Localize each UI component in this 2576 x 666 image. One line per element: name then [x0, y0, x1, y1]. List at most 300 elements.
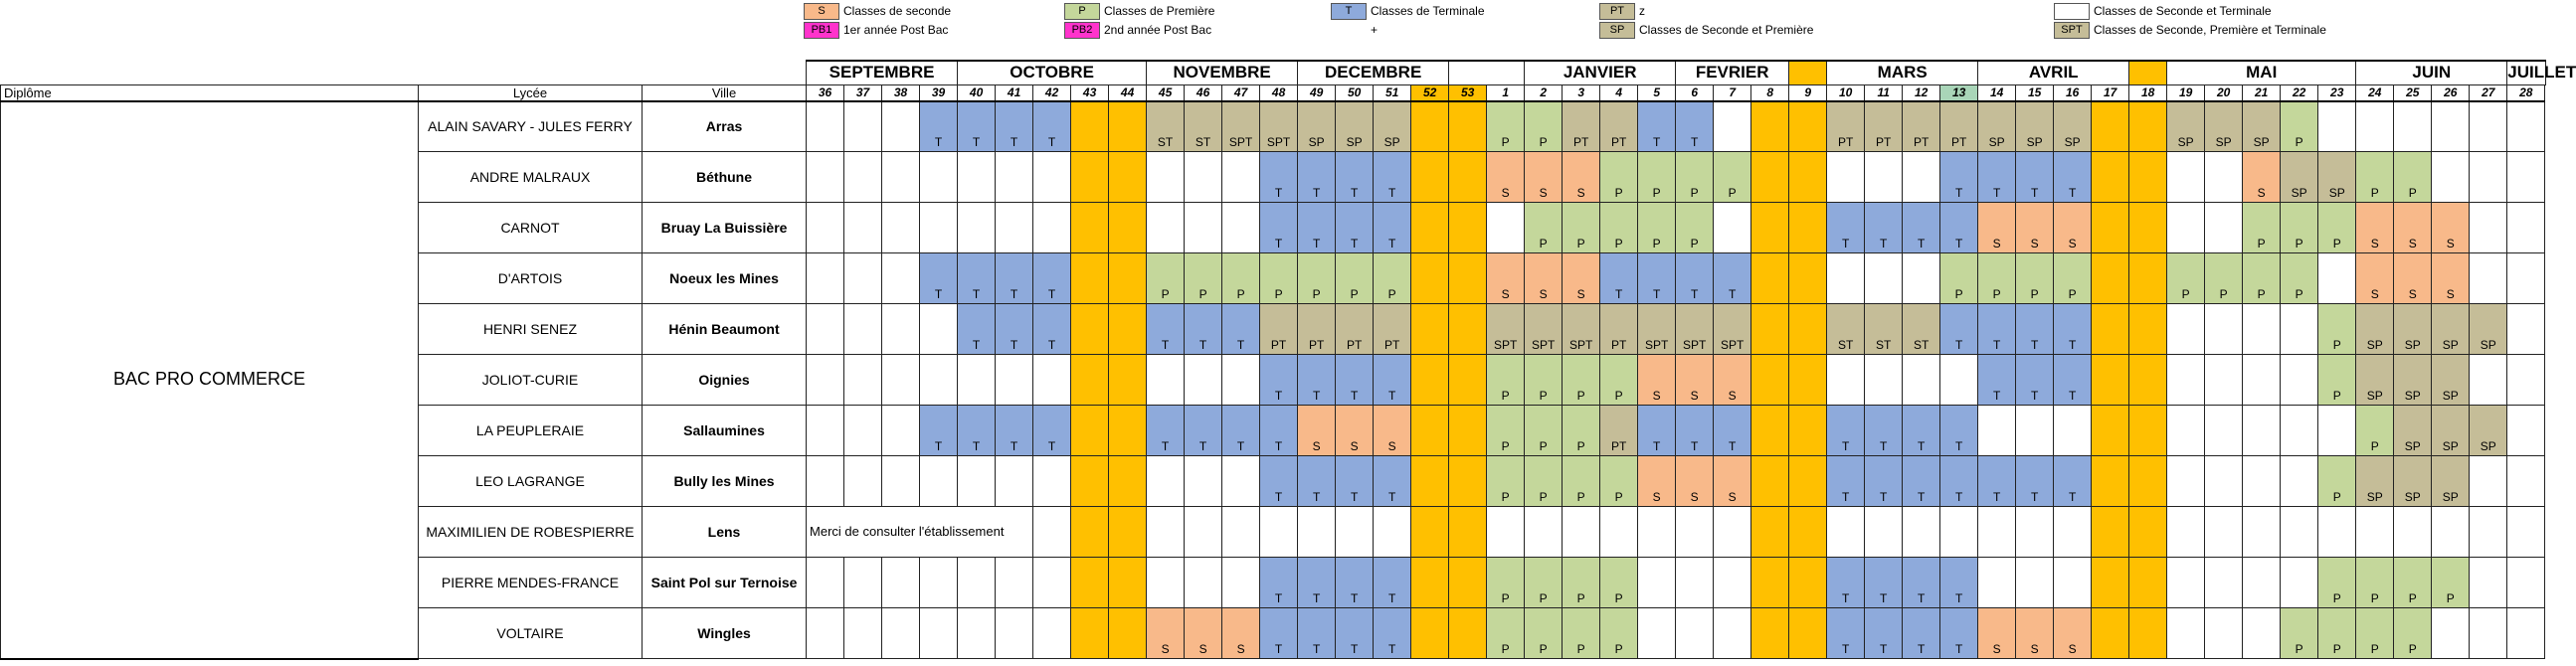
week-cell	[2167, 355, 2205, 406]
legend-swatch: PT	[1599, 3, 1635, 20]
week-cell: T	[1940, 558, 1978, 608]
week-cell: P	[1487, 608, 1525, 659]
week-cell	[2356, 101, 2394, 152]
legend-item	[1599, 21, 1813, 39]
ville-name: Hénin Beaumont	[643, 304, 807, 355]
week-cell	[920, 608, 958, 659]
week-number: 49	[1298, 84, 1336, 101]
week-cell	[2167, 406, 2205, 456]
week-cell	[2167, 304, 2205, 355]
week-cell	[1751, 406, 1789, 456]
week-cell	[2016, 406, 2054, 456]
month-header: DECEMBRE	[1298, 61, 1449, 84]
week-cell	[2432, 507, 2470, 558]
week-cell	[807, 608, 844, 659]
ville-name: Wingles	[643, 608, 807, 659]
week-cell	[1827, 152, 1865, 203]
week-cell	[1071, 406, 1109, 456]
week-cell: P	[1600, 558, 1638, 608]
week-cell: T	[920, 406, 958, 456]
legend-swatch: S	[804, 3, 839, 20]
week-number: 52	[1411, 84, 1449, 101]
week-cell: SP	[1978, 101, 2016, 152]
week-cell	[1789, 152, 1827, 203]
schedule-table	[0, 60, 2576, 660]
week-cell	[2205, 152, 2243, 203]
week-cell: T	[958, 253, 996, 304]
legend-item	[2054, 21, 2326, 39]
week-cell	[2432, 608, 2470, 659]
week-cell: P	[2205, 253, 2243, 304]
month-header: AVRIL	[1978, 61, 2129, 84]
week-cell: T	[1222, 406, 1260, 456]
legend-item	[2054, 2, 2272, 20]
week-cell: SP	[1298, 101, 1336, 152]
month-header: JANVIER	[1525, 61, 1676, 84]
week-cell: T	[1865, 608, 1903, 659]
week-cell: T	[996, 406, 1033, 456]
week-cell: S	[2432, 203, 2470, 253]
week-cell: T	[1298, 203, 1336, 253]
week-cell: T	[1260, 406, 1298, 456]
week-cell: P	[2318, 355, 2356, 406]
week-cell	[1411, 558, 1449, 608]
week-cell	[1185, 456, 1222, 507]
week-cell	[2129, 608, 2167, 659]
week-cell	[1751, 558, 1789, 608]
week-cell: T	[1260, 152, 1298, 203]
week-cell: S	[1487, 253, 1525, 304]
week-cell: SP	[1374, 101, 1411, 152]
week-cell: SP	[2205, 101, 2243, 152]
week-cell	[2092, 558, 2129, 608]
week-cell: T	[1185, 406, 1222, 456]
week-cell	[2092, 456, 2129, 507]
week-cell: S	[1185, 608, 1222, 659]
week-cell	[2507, 406, 2545, 456]
week-cell: P	[1487, 456, 1525, 507]
week-cell	[1222, 456, 1260, 507]
week-cell: P	[1525, 456, 1563, 507]
week-cell	[2129, 507, 2167, 558]
week-cell: S	[1336, 406, 1374, 456]
ville-name: Sallaumines	[643, 406, 807, 456]
month-header	[2129, 61, 2167, 84]
week-cell: P	[1600, 203, 1638, 253]
week-cell: P	[1185, 253, 1222, 304]
week-cell	[2243, 558, 2281, 608]
week-cell: SP	[2016, 101, 2054, 152]
week-cell	[882, 253, 920, 304]
header-spacer	[1, 61, 807, 84]
week-cell: P	[1298, 253, 1336, 304]
month-header: JUILLET	[2507, 61, 2546, 84]
week-cell: T	[1374, 203, 1411, 253]
week-cell	[2507, 456, 2545, 507]
legend-item	[1064, 2, 1214, 20]
week-cell: SP	[2167, 101, 2205, 152]
week-cell	[2470, 608, 2507, 659]
lycee-name: HENRI SENEZ	[419, 304, 643, 355]
week-cell	[920, 355, 958, 406]
ville-name: Oignies	[643, 355, 807, 406]
month-header	[1449, 61, 1525, 84]
week-cell	[1336, 507, 1374, 558]
week-cell	[1222, 507, 1260, 558]
week-cell	[2243, 406, 2281, 456]
week-cell: P	[2243, 203, 2281, 253]
week-cell: P	[2167, 253, 2205, 304]
week-cell: S	[1563, 152, 1600, 203]
week-cell: P	[2432, 558, 2470, 608]
week-cell: P	[1525, 558, 1563, 608]
week-cell	[2092, 152, 2129, 203]
diploma-cell: BAC PRO COMMERCE	[1, 101, 419, 659]
week-cell: P	[1676, 203, 1714, 253]
week-cell	[1222, 203, 1260, 253]
week-cell: S	[2016, 203, 2054, 253]
legend-item	[1064, 21, 1211, 39]
week-cell: PT	[1298, 304, 1336, 355]
week-cell	[1222, 355, 1260, 406]
week-cell	[1071, 101, 1109, 152]
legend-item	[1599, 2, 1645, 20]
week-cell: T	[1903, 456, 1940, 507]
lycee-name: JOLIOT-CURIE	[419, 355, 643, 406]
week-cell: T	[1940, 406, 1978, 456]
week-cell	[1033, 507, 1071, 558]
week-cell	[2318, 507, 2356, 558]
week-cell	[1147, 355, 1185, 406]
week-cell	[1298, 507, 1336, 558]
week-number: 39	[920, 84, 958, 101]
week-cell	[920, 558, 958, 608]
week-number: 45	[1147, 84, 1185, 101]
week-cell	[1411, 355, 1449, 406]
week-cell	[1411, 253, 1449, 304]
week-cell	[1789, 608, 1827, 659]
week-cell	[2318, 253, 2356, 304]
week-number: 19	[2167, 84, 2205, 101]
week-cell	[2054, 406, 2092, 456]
week-cell: T	[1638, 101, 1676, 152]
week-cell: SPT	[1563, 304, 1600, 355]
week-cell: T	[1827, 203, 1865, 253]
week-cell	[807, 253, 844, 304]
header-ville: Ville	[643, 84, 807, 101]
week-number: 40	[958, 84, 996, 101]
week-cell	[1222, 558, 1260, 608]
week-cell	[1033, 152, 1071, 203]
week-number: 43	[1071, 84, 1109, 101]
week-cell	[1071, 355, 1109, 406]
week-cell: T	[1714, 406, 1751, 456]
week-number: 36	[807, 84, 844, 101]
week-cell: SP	[2356, 456, 2394, 507]
week-cell: T	[2016, 355, 2054, 406]
week-cell	[807, 406, 844, 456]
week-cell: T	[996, 253, 1033, 304]
week-cell: P	[2281, 608, 2318, 659]
week-cell	[2205, 355, 2243, 406]
week-cell: T	[996, 101, 1033, 152]
week-cell	[2470, 558, 2507, 608]
week-cell	[1033, 608, 1071, 659]
month-header: NOVEMBRE	[1147, 61, 1298, 84]
week-cell	[844, 456, 882, 507]
week-cell: SP	[2432, 456, 2470, 507]
week-cell: T	[1978, 152, 2016, 203]
week-number: 1	[1487, 84, 1525, 101]
week-number: 20	[2205, 84, 2243, 101]
week-cell: SP	[2394, 355, 2432, 406]
week-cell	[2318, 406, 2356, 456]
week-cell	[1827, 355, 1865, 406]
week-cell	[2318, 101, 2356, 152]
ville-name: Bruay La Buissière	[643, 203, 807, 253]
week-cell: P	[1563, 355, 1600, 406]
week-cell	[1600, 507, 1638, 558]
week-number: 14	[1978, 84, 2016, 101]
week-cell	[1449, 456, 1487, 507]
week-cell	[2167, 152, 2205, 203]
week-cell: T	[2054, 355, 2092, 406]
week-cell: S	[1978, 608, 2016, 659]
lycee-name: LA PEUPLERAIE	[419, 406, 643, 456]
week-cell	[2470, 203, 2507, 253]
week-cell	[920, 152, 958, 203]
week-cell: P	[1563, 456, 1600, 507]
week-cell: S	[1298, 406, 1336, 456]
week-cell: P	[1600, 355, 1638, 406]
week-cell: T	[1676, 406, 1714, 456]
week-cell	[1940, 507, 1978, 558]
week-cell	[1147, 152, 1185, 203]
week-cell: S	[2356, 253, 2394, 304]
week-cell	[1033, 203, 1071, 253]
week-cell: T	[1903, 608, 1940, 659]
week-cell	[1789, 456, 1827, 507]
week-cell: P	[1940, 253, 1978, 304]
week-cell: T	[1978, 355, 2016, 406]
week-cell: P	[2318, 608, 2356, 659]
week-cell	[807, 456, 844, 507]
week-cell	[807, 304, 844, 355]
week-cell	[2092, 253, 2129, 304]
week-cell: T	[1374, 152, 1411, 203]
week-cell: P	[2243, 253, 2281, 304]
week-cell	[920, 304, 958, 355]
week-cell	[1147, 456, 1185, 507]
week-cell: S	[1222, 608, 1260, 659]
legend-swatch: T	[1331, 3, 1367, 20]
week-cell	[2507, 253, 2545, 304]
lycee-name: ALAIN SAVARY - JULES FERRY	[419, 101, 643, 152]
week-cell	[1449, 304, 1487, 355]
week-number: 3	[1563, 84, 1600, 101]
ville-name: Béthune	[643, 152, 807, 203]
week-cell	[1411, 406, 1449, 456]
week-cell	[1147, 203, 1185, 253]
week-cell: SP	[2432, 355, 2470, 406]
week-number: 21	[2243, 84, 2281, 101]
week-cell	[2507, 558, 2545, 608]
week-cell: T	[1222, 304, 1260, 355]
week-cell: P	[1525, 608, 1563, 659]
week-cell	[2470, 253, 2507, 304]
week-cell: T	[1298, 355, 1336, 406]
week-cell: T	[1374, 456, 1411, 507]
week-cell	[1789, 558, 1827, 608]
week-cell: S	[1714, 355, 1751, 406]
week-cell	[807, 152, 844, 203]
week-number: 12	[1903, 84, 1940, 101]
week-number: 44	[1109, 84, 1147, 101]
week-cell	[2205, 608, 2243, 659]
week-cell: P	[1714, 152, 1751, 203]
week-cell	[1751, 101, 1789, 152]
week-cell	[1071, 152, 1109, 203]
week-cell: P	[2281, 253, 2318, 304]
week-cell	[1676, 558, 1714, 608]
week-cell: T	[1298, 152, 1336, 203]
week-cell	[1071, 608, 1109, 659]
week-cell	[996, 608, 1033, 659]
week-cell: P	[2394, 152, 2432, 203]
week-cell	[1374, 507, 1411, 558]
week-cell: T	[1260, 558, 1298, 608]
week-cell	[1260, 507, 1298, 558]
table-row	[1, 101, 2546, 152]
week-cell	[1751, 355, 1789, 406]
week-cell	[2092, 101, 2129, 152]
week-cell: SPT	[1714, 304, 1751, 355]
week-cell	[1751, 203, 1789, 253]
week-cell: S	[2394, 253, 2432, 304]
week-cell	[1978, 558, 2016, 608]
legend-item	[1331, 2, 1485, 20]
week-cell: P	[1374, 253, 1411, 304]
week-cell: T	[1903, 558, 1940, 608]
header-lycee: Lycée	[419, 84, 643, 101]
week-cell	[2129, 203, 2167, 253]
week-cell	[1487, 507, 1525, 558]
week-cell	[1903, 152, 1940, 203]
week-cell: T	[1033, 101, 1071, 152]
week-cell	[2432, 101, 2470, 152]
week-cell	[1109, 507, 1147, 558]
week-cell	[1865, 355, 1903, 406]
week-cell	[1185, 558, 1222, 608]
week-cell: T	[1865, 406, 1903, 456]
week-number: 28	[2507, 84, 2545, 101]
ville-name: Saint Pol sur Ternoise	[643, 558, 807, 608]
week-cell	[1033, 456, 1071, 507]
week-cell: SP	[2394, 406, 2432, 456]
week-cell	[844, 608, 882, 659]
week-cell	[996, 203, 1033, 253]
legend-label: z	[1639, 4, 1645, 18]
week-cell: P	[2356, 558, 2394, 608]
week-cell: P	[1260, 253, 1298, 304]
week-cell: P	[1525, 101, 1563, 152]
lycee-name: PIERRE MENDES-FRANCE	[419, 558, 643, 608]
week-cell	[1071, 507, 1109, 558]
week-cell	[996, 456, 1033, 507]
week-cell	[2470, 507, 2507, 558]
week-cell: SP	[2470, 304, 2507, 355]
week-cell	[1411, 456, 1449, 507]
week-cell: S	[1638, 456, 1676, 507]
week-number: 23	[2318, 84, 2356, 101]
week-cell: PT	[1563, 101, 1600, 152]
header-diplome: Diplôme	[1, 84, 419, 101]
week-cell: SPT	[1222, 101, 1260, 152]
week-cell: SP	[2318, 152, 2356, 203]
week-cell: SP	[2054, 101, 2092, 152]
week-cell	[844, 152, 882, 203]
week-cell	[2167, 558, 2205, 608]
week-cell: T	[1865, 558, 1903, 608]
week-cell	[2243, 608, 2281, 659]
week-number: 41	[996, 84, 1033, 101]
week-cell: P	[2281, 203, 2318, 253]
week-cell	[2129, 406, 2167, 456]
week-cell: P	[1600, 152, 1638, 203]
week-cell: P	[1525, 406, 1563, 456]
week-cell: P	[2394, 558, 2432, 608]
week-cell: T	[1676, 253, 1714, 304]
week-cell	[1071, 456, 1109, 507]
week-cell	[844, 558, 882, 608]
week-cell: PT	[1903, 101, 1940, 152]
consult-note: Merci de consulter l'établissement	[807, 507, 1033, 558]
week-cell: PT	[1600, 101, 1638, 152]
week-cell: SPT	[1525, 304, 1563, 355]
legend-label: +	[1371, 23, 1379, 37]
week-cell: P	[1638, 203, 1676, 253]
week-cell	[1109, 456, 1147, 507]
week-cell	[2129, 152, 2167, 203]
week-cell: S	[2356, 203, 2394, 253]
lycee-name: D'ARTOIS	[419, 253, 643, 304]
week-cell	[2281, 456, 2318, 507]
week-number: 47	[1222, 84, 1260, 101]
week-cell: T	[1978, 456, 2016, 507]
week-cell	[2507, 152, 2545, 203]
week-cell	[882, 406, 920, 456]
week-cell: T	[1336, 152, 1374, 203]
week-cell	[1789, 203, 1827, 253]
week-cell: SPT	[1487, 304, 1525, 355]
ville-name: Bully les Mines	[643, 456, 807, 507]
lycee-name: CARNOT	[419, 203, 643, 253]
month-header	[1789, 61, 1827, 84]
week-cell	[2205, 406, 2243, 456]
week-cell: PT	[1600, 304, 1638, 355]
week-cell: S	[1638, 355, 1676, 406]
week-cell	[1147, 558, 1185, 608]
week-cell	[1222, 152, 1260, 203]
week-cell	[1827, 253, 1865, 304]
week-cell: T	[1600, 253, 1638, 304]
lycee-name: MAXIMILIEN DE ROBESPIERRE	[419, 507, 643, 558]
week-cell: SP	[2394, 304, 2432, 355]
week-cell: T	[2054, 152, 2092, 203]
week-cell	[2470, 101, 2507, 152]
week-cell: P	[1525, 355, 1563, 406]
week-cell	[2092, 203, 2129, 253]
